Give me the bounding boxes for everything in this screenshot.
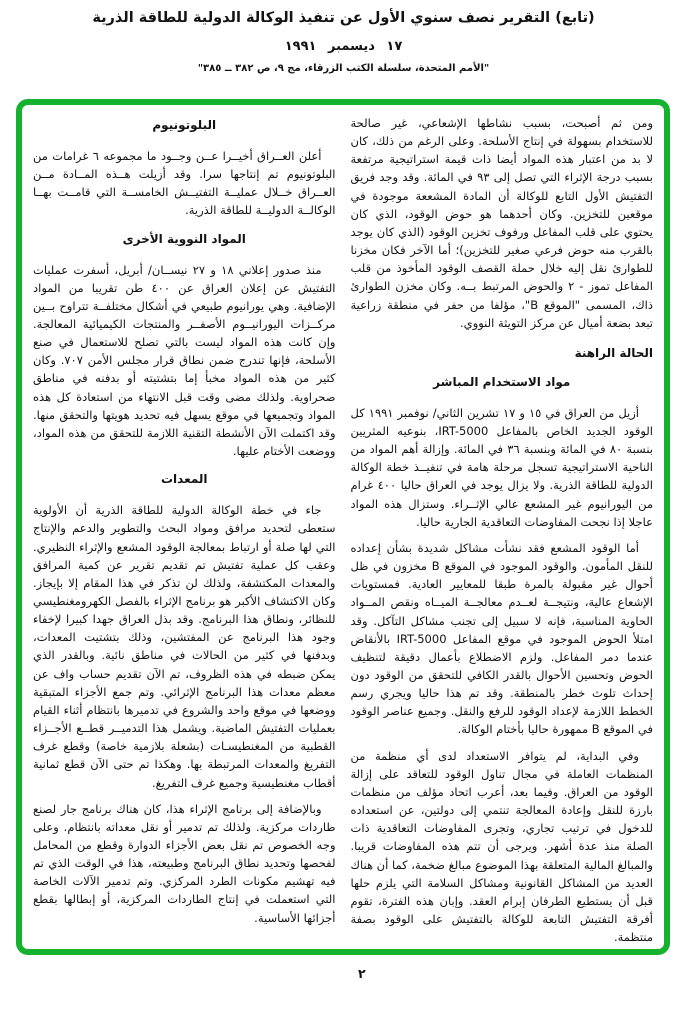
document-title: (تابع) التقرير نصف سنوي الأول عن تنفيذ الوكالة الدولية للطاقة الذرية [92,10,595,26]
two-column-layout [33,114,653,943]
heading-plutonium: البلوتونيوم [152,118,217,132]
paragraph-plutonium: أعلن العــراق أخيــرا عــن وجــود ما مجموعه ٦ غرامات من البلوتونيوم تم إنتاجها سرا. وقد أزيلت هــذه المــادة مــن العــراق خــلال عمليــة التفتيــش الخامســة التي قامــت بهــا الوكالــة الدوليــة للطاقة الذرية. [33,148,336,218]
paragraph-centrifuge-program: وبالإضافة إلى برنامج الإثراء هذا، كان هناك برنامج جار لصنع طاردات مركزية. ولذلك تم تدمير أو نقل معداته بانتظام. وعلى وجه الخصوص تم نقل بعض الأجزاء الدوارة وقطع من المحامل لفحصها وتحديد نطاق البرنامج وطبيعته، هذا في الوقت الذي تم فيه تهشيم مكونات الطرد المركزي. وتم تدمير الآلات الخاصة التي استعملت في إنتاج الطاردات المركزية، أو إبطالها بقطع أجزائها الأساسية. [33,801,336,925]
paragraph-continuation: ومن ثم أصبحت، بسبب نشاطها الإشعاعي، غير صالحة للاستخدام بسهولة في إنتاج الأسلحة. وعلى الرغم من ذلك، كان لا بد من اعتبار هذه المواد أيضا ذات قيمة استراتيجية مرتفعة بسبب درجة الإثراء التي تصل إلى ٩٣ في المائة. وقد وجد فريق التفتيش الأول التابع للوكالة أن المادة المشععة موجودة في موقعين للتخزين. وكان أحدهما هو حوض الوقود، الذي كان يحتوي على قلب المفاعل ورفوف تخزين الوقود (الذي كان يوجد بالقرب منه حوض فرعي صغير للتخزين)؛ أما الآخر فكان مخزنا للطوارئ نقل إليه خلال حملة القصف الوقود المأخوذ من قلب المفاعل تموز - ٢ والحوض المرتبط بــه. وكان مخزن الطوارئ ذاك، المسمى "الموقع B"، مؤلفا من حفر في منطقة زراعية تبعد بضعة أميال عن مركز التويثة النووي. [350,116,654,330]
paragraph-contract-negotiations: وفي البداية، لم يتوافر الاستعداد لدى أي منظمة من المنظمات العاملة في مجال تناول الوقود للتعاقد على إزالة الوقود من العراق. وفيما بعد، أعرب اتحاد مؤلف من منظمات بارزة للنقل وإعادة المعالجة تنتمي إلى دولتين، عن استعداده للدخول في ترتيب تجاري، وتجرى المفاوضات التعاقدية ذات الصلة منذ عدة أشهر. ويرجى أن تتم هذه المفاوضات قريبا. والمبالغ المالية المتعلقة بهذا الموضوع مبالغ ضخمة، كما أن هناك العديد من المشاكل القانونية ومشاكل السلامة التي يلزم حلها قبل أن يستطيع الطرفان إبرام العقد. وإبان هذه الفترة، تقوم أفرقة التفتيش التابعة للوكالة بالتفتيش على الوقود بصفة منتظمة. [350,748,653,945]
document-date: ١٧ ديسمبر ١٩٩١ [284,39,403,55]
heading-equipment: المعدات [160,472,208,487]
paragraph-equipment-enrichment: جاء في خطة الوكالة الدولية للطاقة الذرية أن الأولوية ستعطى لتحديد مرافق ومواد البحث والتطوير والدعم والإنتاج التي لها صلة أو ارتباط بمعالجة الوقود المشعع والإثراء النظيري. وعقب كل عملية تفتيش تم تقديم تقرير عن كمية المرافق والمعدات المكتشفة، ولذلك لن تذكر في هذا المقام إلا بإيجاز. وكان الاكتشاف الأكبر هو برنامج الإثراء بالفصل الكهرومغنطيسي للنظائر، ونطاق هذا البرنامج. وقد بذل العراق جهدا كبيرا لإخفاء وجود هذا البرنامج عن المفتشين، وذلك بتشتيت المعدات، وبدفنها في كثير من الحالات في مناطق نائية. وبالقدر الذي يمكن ضبطه في هذه الظروف، تم الآن تقديم حساب واف عن معظم معدات هذا البرنامج الإثرائي. وتم جمع الأجزاء المتبقية ووضعها في موقع واحد والشروع في تدميرها بانتظام أثناء القيام بعمليات التفتيش الماضية. ويشمل هذا التدميــر قطــع الأجــزاء القطبية من المغنطيسـات (بشعلة بلازمية خاصة) وقطع غرف التفريغ والمعدات المرتبطة بها. وهكذا تم حتى الآن قطع ثمانية أقطاب مغنطيسية وجميع غرف التفريغ. [33,503,336,790]
heading-direct-use-materials: مواد الاستخدام المباشر [433,374,571,389]
green-border-frame [16,99,670,955]
source-citation: "الأمم المتحدة، سلسلة الكتب الزرقاء، مج ٩، ص ٣٨٢ ــ ٣٨٥" [197,63,490,75]
right-column [351,114,654,943]
paragraph-other-materials: منذ صدور إعلاني ١٨ و ٢٧ نيســان/ أبريل، أسفرت عمليات التفتيش عن إعلان العراق عن ٤٠٠ طن تقريبا من المواد الإضافية. وهي يورانيوم طبيعي في أشكال مختلفــة تتراوح بــين مركــزات اليورانيــوم الأصفــر والمنتجات الكيميائية المعالجة. وإن كانت هذه المواد ليست بالتي تصلح للاستعمال في صنع الأسلحة، فإنها تندرج ضمن نطاق قرار مجلس الأمن ٧٠٧. وكان كثير من هذه المواد مخبأ إما بتشتيته أو بدفنه في مناطق صحراوية. ولذلك مضى وقت قبل الانتهاء من استعادة كل هذه المواد وتجميعها في موقع يسهل فيه تحديد هويتها والتحقق منها. وقد اكتملت الآن الأنشطة التقنية اللازمة للتحقق من هذه المواد، ووضعت الأختام عليها. [33,262,336,459]
left-column [33,114,336,943]
document-header [0,8,687,74]
paragraph-fuel-removal: أزيل من العراق في ١٥ و ١٧ تشرين الثاني/ نوفمبر ١٩٩١ كل الوقود الجديد الخاص بالمفاعل IRT-5000، بنوعيه المثريين بنسبة ٨٠ في المائة وبنسبة ٣٦ في المائة. وإزالة أهم المواد من الناحية الاستراتيجية تسجل مرحلة هامة في تنفيــذ خطة الوكالة الدولية للطاقة الذرية. ولا يزال يوجد في العراق حاليا ٤٠٠ غرام من اليورانيوم غير المشعع عالي الإثــراء. وستزال هذه المواد عاجلا إذا نجحت المفاوضات التعاقدية الجارية حاليا. [350,405,653,529]
paragraph-irradiated-fuel: أما الوقود المشعع فقد نشأت مشاكل شديدة بشأن إعداده للنقل المأمون. والوقود الموجود في الموقع B مخزون في ظل أحوال غير مقبولة بالمرة طبقا للمعايير العادية. فمستويات الإشعاع عالية، ونتيجــة لعــدم معالجــة الميــاه ونقص المــواد الحاوية المناسبة، فإنه لا سبيل إلى تجنب مشاكل التآكل. وقد امتلأ الحوض الموجود في موقع المفاعل IRT-5000 بالأنقاض عندما دمر المفاعل. ولزم الاضطلاع بأعمال دقيقة لتنظيف الحوض وتحسين الأحوال بالقدر الكافي للتحقق من الوقود دون إحداث تلوث خطر بالمنطقة. وقد تم هذا حاليا ويجري رسم الخطط اللازمة لإعداد الوقود للرفع والنقل. وجميع عناصر الوقود في الموقع B ممهورة حاليا بأختام الوكالة. [350,540,653,737]
heading-other-nuclear-materials: المواد النووية الأخرى [122,231,246,246]
heading-current-status: الحالة الراهنة [574,345,653,360]
page-number: ٢ [358,966,366,981]
